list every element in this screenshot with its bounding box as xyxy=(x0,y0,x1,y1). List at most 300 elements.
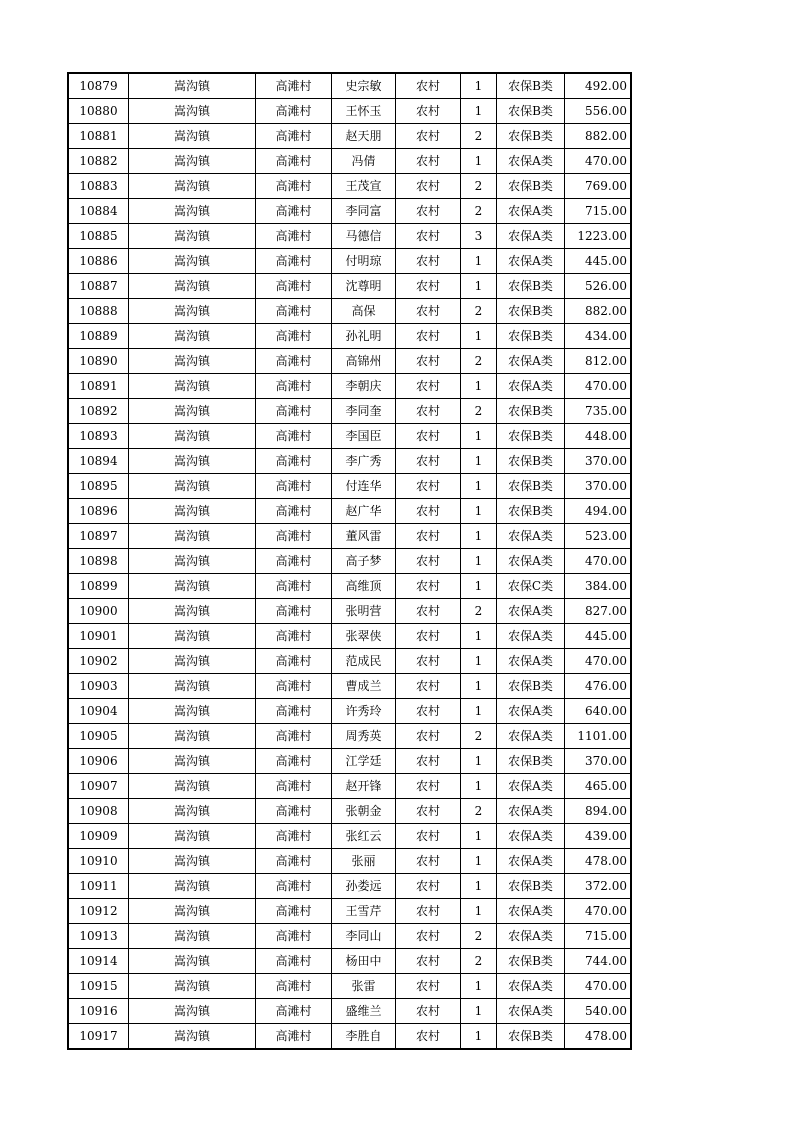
name-cell: 冯倩 xyxy=(332,149,396,174)
amount-cell: 470.00 xyxy=(565,549,632,574)
name-cell: 张丽 xyxy=(332,849,396,874)
member-count-cell: 1 xyxy=(461,749,497,774)
town-cell: 嵩沟镇 xyxy=(129,724,256,749)
category-cell: 农保B类 xyxy=(497,874,565,899)
table-row xyxy=(68,399,631,424)
name-cell: 杨田中 xyxy=(332,949,396,974)
amount-cell: 445.00 xyxy=(565,249,632,274)
name-cell: 许秀玲 xyxy=(332,699,396,724)
record-id-cell: 10907 xyxy=(68,774,129,799)
record-id-cell: 10887 xyxy=(68,274,129,299)
village-cell: 高滩村 xyxy=(256,924,332,949)
household-type-cell: 农村 xyxy=(396,124,461,149)
town-cell: 嵩沟镇 xyxy=(129,624,256,649)
village-cell: 高滩村 xyxy=(256,224,332,249)
amount-cell: 372.00 xyxy=(565,874,632,899)
record-id-cell: 10888 xyxy=(68,299,129,324)
town-cell: 嵩沟镇 xyxy=(129,299,256,324)
category-cell: 农保A类 xyxy=(497,724,565,749)
village-cell: 高滩村 xyxy=(256,124,332,149)
household-type-cell: 农村 xyxy=(396,699,461,724)
category-cell: 农保A类 xyxy=(497,899,565,924)
table-row xyxy=(68,149,631,174)
household-type-cell: 农村 xyxy=(396,724,461,749)
table-row xyxy=(68,449,631,474)
village-cell: 高滩村 xyxy=(256,99,332,124)
member-count-cell: 1 xyxy=(461,574,497,599)
town-cell: 嵩沟镇 xyxy=(129,774,256,799)
village-cell: 高滩村 xyxy=(256,699,332,724)
amount-cell: 735.00 xyxy=(565,399,632,424)
category-cell: 农保B类 xyxy=(497,124,565,149)
village-cell: 高滩村 xyxy=(256,249,332,274)
category-cell: 农保B类 xyxy=(497,174,565,199)
household-type-cell: 农村 xyxy=(396,899,461,924)
village-cell: 高滩村 xyxy=(256,724,332,749)
record-id-cell: 10881 xyxy=(68,124,129,149)
town-cell: 嵩沟镇 xyxy=(129,449,256,474)
member-count-cell: 1 xyxy=(461,474,497,499)
category-cell: 农保B类 xyxy=(497,299,565,324)
table-row xyxy=(68,999,631,1024)
household-type-cell: 农村 xyxy=(396,874,461,899)
town-cell: 嵩沟镇 xyxy=(129,1024,256,1050)
town-cell: 嵩沟镇 xyxy=(129,199,256,224)
member-count-cell: 2 xyxy=(461,949,497,974)
amount-cell: 540.00 xyxy=(565,999,632,1024)
amount-cell: 470.00 xyxy=(565,149,632,174)
amount-cell: 827.00 xyxy=(565,599,632,624)
village-cell: 高滩村 xyxy=(256,424,332,449)
record-id-cell: 10894 xyxy=(68,449,129,474)
record-id-cell: 10880 xyxy=(68,99,129,124)
record-id-cell: 10917 xyxy=(68,1024,129,1050)
record-id-cell: 10886 xyxy=(68,249,129,274)
table-row xyxy=(68,174,631,199)
category-cell: 农保A类 xyxy=(497,824,565,849)
household-type-cell: 农村 xyxy=(396,299,461,324)
household-type-cell: 农村 xyxy=(396,499,461,524)
member-count-cell: 2 xyxy=(461,299,497,324)
amount-cell: 492.00 xyxy=(565,73,632,99)
village-cell: 高滩村 xyxy=(256,824,332,849)
table-row xyxy=(68,899,631,924)
village-cell: 高滩村 xyxy=(256,474,332,499)
category-cell: 农保A类 xyxy=(497,549,565,574)
table-row xyxy=(68,499,631,524)
town-cell: 嵩沟镇 xyxy=(129,424,256,449)
town-cell: 嵩沟镇 xyxy=(129,849,256,874)
member-count-cell: 1 xyxy=(461,699,497,724)
name-cell: 李同奎 xyxy=(332,399,396,424)
household-type-cell: 农村 xyxy=(396,349,461,374)
amount-cell: 470.00 xyxy=(565,649,632,674)
table-row xyxy=(68,199,631,224)
table-row xyxy=(68,549,631,574)
village-cell: 高滩村 xyxy=(256,574,332,599)
table-row xyxy=(68,874,631,899)
category-cell: 农保B类 xyxy=(497,449,565,474)
member-count-cell: 2 xyxy=(461,199,497,224)
town-cell: 嵩沟镇 xyxy=(129,224,256,249)
amount-cell: 470.00 xyxy=(565,374,632,399)
record-id-cell: 10883 xyxy=(68,174,129,199)
amount-cell: 715.00 xyxy=(565,199,632,224)
town-cell: 嵩沟镇 xyxy=(129,124,256,149)
village-cell: 高滩村 xyxy=(256,774,332,799)
household-type-cell: 农村 xyxy=(396,249,461,274)
household-type-cell: 农村 xyxy=(396,99,461,124)
record-id-cell: 10905 xyxy=(68,724,129,749)
village-cell: 高滩村 xyxy=(256,274,332,299)
table-row xyxy=(68,799,631,824)
name-cell: 王怀玉 xyxy=(332,99,396,124)
name-cell: 张翠侠 xyxy=(332,624,396,649)
village-cell: 高滩村 xyxy=(256,324,332,349)
household-type-cell: 农村 xyxy=(396,649,461,674)
town-cell: 嵩沟镇 xyxy=(129,799,256,824)
town-cell: 嵩沟镇 xyxy=(129,574,256,599)
category-cell: 农保A类 xyxy=(497,374,565,399)
name-cell: 史宗敏 xyxy=(332,73,396,99)
town-cell: 嵩沟镇 xyxy=(129,649,256,674)
amount-cell: 523.00 xyxy=(565,524,632,549)
table-row xyxy=(68,624,631,649)
record-id-cell: 10909 xyxy=(68,824,129,849)
record-id-cell: 10902 xyxy=(68,649,129,674)
table-row xyxy=(68,274,631,299)
name-cell: 付连华 xyxy=(332,474,396,499)
table-row xyxy=(68,1024,631,1050)
name-cell: 赵开锋 xyxy=(332,774,396,799)
amount-cell: 448.00 xyxy=(565,424,632,449)
category-cell: 农保B类 xyxy=(497,949,565,974)
village-cell: 高滩村 xyxy=(256,849,332,874)
name-cell: 付明琼 xyxy=(332,249,396,274)
record-id-cell: 10890 xyxy=(68,349,129,374)
amount-cell: 465.00 xyxy=(565,774,632,799)
member-count-cell: 2 xyxy=(461,124,497,149)
table-row xyxy=(68,73,631,99)
name-cell: 王雪芹 xyxy=(332,899,396,924)
household-type-cell: 农村 xyxy=(396,474,461,499)
village-cell: 高滩村 xyxy=(256,299,332,324)
member-count-cell: 1 xyxy=(461,649,497,674)
village-cell: 高滩村 xyxy=(256,399,332,424)
name-cell: 张明营 xyxy=(332,599,396,624)
member-count-cell: 1 xyxy=(461,424,497,449)
amount-cell: 769.00 xyxy=(565,174,632,199)
record-id-cell: 10897 xyxy=(68,524,129,549)
member-count-cell: 2 xyxy=(461,599,497,624)
amount-cell: 715.00 xyxy=(565,924,632,949)
record-id-cell: 10912 xyxy=(68,899,129,924)
table-row xyxy=(68,224,631,249)
town-cell: 嵩沟镇 xyxy=(129,399,256,424)
table-row xyxy=(68,649,631,674)
name-cell: 李国臣 xyxy=(332,424,396,449)
table-row xyxy=(68,724,631,749)
name-cell: 李朝庆 xyxy=(332,374,396,399)
village-cell: 高滩村 xyxy=(256,624,332,649)
member-count-cell: 1 xyxy=(461,674,497,699)
village-cell: 高滩村 xyxy=(256,874,332,899)
amount-cell: 1101.00 xyxy=(565,724,632,749)
household-type-cell: 农村 xyxy=(396,274,461,299)
record-id-cell: 10904 xyxy=(68,699,129,724)
category-cell: 农保A类 xyxy=(497,599,565,624)
amount-cell: 640.00 xyxy=(565,699,632,724)
village-cell: 高滩村 xyxy=(256,149,332,174)
town-cell: 嵩沟镇 xyxy=(129,249,256,274)
name-cell: 沈尊明 xyxy=(332,274,396,299)
town-cell: 嵩沟镇 xyxy=(129,949,256,974)
category-cell: 农保B类 xyxy=(497,274,565,299)
household-type-cell: 农村 xyxy=(396,174,461,199)
member-count-cell: 1 xyxy=(461,999,497,1024)
table-row xyxy=(68,699,631,724)
record-id-cell: 10915 xyxy=(68,974,129,999)
member-count-cell: 1 xyxy=(461,524,497,549)
member-count-cell: 1 xyxy=(461,549,497,574)
amount-cell: 370.00 xyxy=(565,474,632,499)
amount-cell: 478.00 xyxy=(565,849,632,874)
name-cell: 张朝金 xyxy=(332,799,396,824)
amount-cell: 526.00 xyxy=(565,274,632,299)
name-cell: 张红云 xyxy=(332,824,396,849)
member-count-cell: 1 xyxy=(461,624,497,649)
record-id-cell: 10906 xyxy=(68,749,129,774)
member-count-cell: 1 xyxy=(461,899,497,924)
records-table xyxy=(67,72,632,1050)
table-row xyxy=(68,599,631,624)
household-type-cell: 农村 xyxy=(396,524,461,549)
table-row xyxy=(68,974,631,999)
table-row xyxy=(68,349,631,374)
record-id-cell: 10892 xyxy=(68,399,129,424)
table-row xyxy=(68,774,631,799)
village-cell: 高滩村 xyxy=(256,674,332,699)
town-cell: 嵩沟镇 xyxy=(129,349,256,374)
category-cell: 农保B类 xyxy=(497,399,565,424)
amount-cell: 882.00 xyxy=(565,124,632,149)
town-cell: 嵩沟镇 xyxy=(129,73,256,99)
category-cell: 农保A类 xyxy=(497,999,565,1024)
village-cell: 高滩村 xyxy=(256,749,332,774)
category-cell: 农保A类 xyxy=(497,974,565,999)
amount-cell: 894.00 xyxy=(565,799,632,824)
category-cell: 农保B类 xyxy=(497,749,565,774)
household-type-cell: 农村 xyxy=(396,624,461,649)
town-cell: 嵩沟镇 xyxy=(129,474,256,499)
table-row xyxy=(68,824,631,849)
category-cell: 农保A类 xyxy=(497,524,565,549)
village-cell: 高滩村 xyxy=(256,899,332,924)
village-cell: 高滩村 xyxy=(256,199,332,224)
village-cell: 高滩村 xyxy=(256,73,332,99)
category-cell: 农保B类 xyxy=(497,474,565,499)
village-cell: 高滩村 xyxy=(256,174,332,199)
table-row xyxy=(68,749,631,774)
town-cell: 嵩沟镇 xyxy=(129,899,256,924)
village-cell: 高滩村 xyxy=(256,949,332,974)
household-type-cell: 农村 xyxy=(396,924,461,949)
name-cell: 李同山 xyxy=(332,924,396,949)
record-id-cell: 10889 xyxy=(68,324,129,349)
category-cell: 农保A类 xyxy=(497,799,565,824)
household-type-cell: 农村 xyxy=(396,399,461,424)
household-type-cell: 农村 xyxy=(396,574,461,599)
category-cell: 农保A类 xyxy=(497,849,565,874)
amount-cell: 370.00 xyxy=(565,749,632,774)
table-row xyxy=(68,424,631,449)
household-type-cell: 农村 xyxy=(396,824,461,849)
amount-cell: 882.00 xyxy=(565,299,632,324)
table-row xyxy=(68,374,631,399)
household-type-cell: 农村 xyxy=(396,799,461,824)
member-count-cell: 1 xyxy=(461,374,497,399)
member-count-cell: 1 xyxy=(461,249,497,274)
category-cell: 农保A类 xyxy=(497,624,565,649)
name-cell: 江学廷 xyxy=(332,749,396,774)
record-id-cell: 10879 xyxy=(68,73,129,99)
household-type-cell: 农村 xyxy=(396,149,461,174)
record-id-cell: 10910 xyxy=(68,849,129,874)
name-cell: 张雷 xyxy=(332,974,396,999)
table-row xyxy=(68,124,631,149)
record-id-cell: 10913 xyxy=(68,924,129,949)
village-cell: 高滩村 xyxy=(256,799,332,824)
household-type-cell: 农村 xyxy=(396,774,461,799)
amount-cell: 439.00 xyxy=(565,824,632,849)
amount-cell: 478.00 xyxy=(565,1024,632,1050)
town-cell: 嵩沟镇 xyxy=(129,374,256,399)
record-id-cell: 10885 xyxy=(68,224,129,249)
category-cell: 农保A类 xyxy=(497,149,565,174)
member-count-cell: 1 xyxy=(461,1024,497,1050)
amount-cell: 470.00 xyxy=(565,899,632,924)
member-count-cell: 1 xyxy=(461,774,497,799)
member-count-cell: 2 xyxy=(461,924,497,949)
member-count-cell: 2 xyxy=(461,724,497,749)
household-type-cell: 农村 xyxy=(396,374,461,399)
table-row xyxy=(68,524,631,549)
category-cell: 农保A类 xyxy=(497,349,565,374)
record-id-cell: 10893 xyxy=(68,424,129,449)
table-row xyxy=(68,99,631,124)
table-row xyxy=(68,849,631,874)
member-count-cell: 1 xyxy=(461,149,497,174)
village-cell: 高滩村 xyxy=(256,1024,332,1050)
amount-cell: 556.00 xyxy=(565,99,632,124)
village-cell: 高滩村 xyxy=(256,999,332,1024)
name-cell: 孙礼明 xyxy=(332,324,396,349)
member-count-cell: 1 xyxy=(461,849,497,874)
town-cell: 嵩沟镇 xyxy=(129,699,256,724)
village-cell: 高滩村 xyxy=(256,524,332,549)
amount-cell: 434.00 xyxy=(565,324,632,349)
village-cell: 高滩村 xyxy=(256,449,332,474)
name-cell: 赵天朋 xyxy=(332,124,396,149)
amount-cell: 370.00 xyxy=(565,449,632,474)
village-cell: 高滩村 xyxy=(256,549,332,574)
household-type-cell: 农村 xyxy=(396,849,461,874)
village-cell: 高滩村 xyxy=(256,499,332,524)
category-cell: 农保A类 xyxy=(497,774,565,799)
household-type-cell: 农村 xyxy=(396,549,461,574)
household-type-cell: 农村 xyxy=(396,674,461,699)
member-count-cell: 2 xyxy=(461,174,497,199)
amount-cell: 470.00 xyxy=(565,974,632,999)
member-count-cell: 3 xyxy=(461,224,497,249)
record-id-cell: 10895 xyxy=(68,474,129,499)
amount-cell: 445.00 xyxy=(565,624,632,649)
village-cell: 高滩村 xyxy=(256,649,332,674)
town-cell: 嵩沟镇 xyxy=(129,824,256,849)
name-cell: 董风雷 xyxy=(332,524,396,549)
record-id-cell: 10908 xyxy=(68,799,129,824)
name-cell: 王茂宣 xyxy=(332,174,396,199)
name-cell: 李同富 xyxy=(332,199,396,224)
town-cell: 嵩沟镇 xyxy=(129,974,256,999)
name-cell: 李胜自 xyxy=(332,1024,396,1050)
category-cell: 农保B类 xyxy=(497,499,565,524)
category-cell: 农保A类 xyxy=(497,199,565,224)
record-id-cell: 10899 xyxy=(68,574,129,599)
table-row xyxy=(68,924,631,949)
category-cell: 农保B类 xyxy=(497,324,565,349)
record-id-cell: 10891 xyxy=(68,374,129,399)
table-row xyxy=(68,474,631,499)
member-count-cell: 2 xyxy=(461,799,497,824)
town-cell: 嵩沟镇 xyxy=(129,99,256,124)
name-cell: 范成民 xyxy=(332,649,396,674)
name-cell: 孙娄远 xyxy=(332,874,396,899)
household-type-cell: 农村 xyxy=(396,1024,461,1050)
town-cell: 嵩沟镇 xyxy=(129,499,256,524)
category-cell: 农保B类 xyxy=(497,424,565,449)
village-cell: 高滩村 xyxy=(256,349,332,374)
records-table-body xyxy=(68,73,631,1049)
table-row xyxy=(68,949,631,974)
category-cell: 农保A类 xyxy=(497,224,565,249)
name-cell: 马德信 xyxy=(332,224,396,249)
town-cell: 嵩沟镇 xyxy=(129,174,256,199)
category-cell: 农保C类 xyxy=(497,574,565,599)
member-count-cell: 1 xyxy=(461,324,497,349)
amount-cell: 744.00 xyxy=(565,949,632,974)
name-cell: 周秀英 xyxy=(332,724,396,749)
category-cell: 农保A类 xyxy=(497,249,565,274)
town-cell: 嵩沟镇 xyxy=(129,599,256,624)
household-type-cell: 农村 xyxy=(396,424,461,449)
member-count-cell: 1 xyxy=(461,499,497,524)
town-cell: 嵩沟镇 xyxy=(129,674,256,699)
name-cell: 赵广华 xyxy=(332,499,396,524)
household-type-cell: 农村 xyxy=(396,974,461,999)
record-id-cell: 10911 xyxy=(68,874,129,899)
town-cell: 嵩沟镇 xyxy=(129,324,256,349)
member-count-cell: 2 xyxy=(461,399,497,424)
household-type-cell: 农村 xyxy=(396,599,461,624)
record-id-cell: 10903 xyxy=(68,674,129,699)
member-count-cell: 1 xyxy=(461,99,497,124)
member-count-cell: 1 xyxy=(461,824,497,849)
household-type-cell: 农村 xyxy=(396,224,461,249)
table-row xyxy=(68,324,631,349)
household-type-cell: 农村 xyxy=(396,949,461,974)
name-cell: 高保 xyxy=(332,299,396,324)
